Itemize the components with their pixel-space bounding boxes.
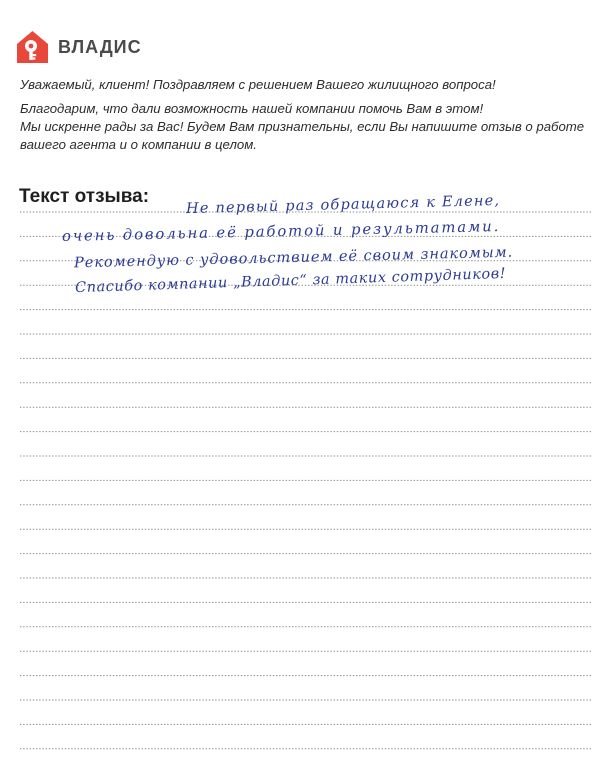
greeting-text: Уважаемый, клиент! Поздравляем с решением Вашего жилищного вопроса! bbox=[20, 77, 496, 92]
review-heading: Текст отзыва: bbox=[19, 186, 150, 207]
intro-line: Мы искренне рады за Вас! Будем Вам признательны, если Вы напишите отзыв о работе bbox=[20, 119, 585, 134]
brand-name: ВЛАДИС bbox=[58, 36, 142, 57]
intro-paragraph bbox=[20, 100, 590, 154]
intro-text bbox=[20, 76, 590, 154]
intro-line: вашего агента и о компании в целом. bbox=[20, 137, 257, 152]
handwritten-line: Не первый раз обращаюся к Елене, bbox=[185, 192, 501, 218]
handwritten-line: Рекомендую с удовольствием её своим знакомым. bbox=[73, 243, 514, 272]
brand-logo bbox=[16, 30, 142, 64]
house-key-logo-icon bbox=[16, 30, 49, 64]
intro-line: Благодарим, что дали возможность нашей компании помочь Вам в этом! bbox=[20, 101, 484, 116]
handwritten-line: очень довольна её работой и результатами. bbox=[61, 218, 501, 245]
handwritten-line: Спасибо компании „Владис“ за таких сотрудников! bbox=[74, 265, 507, 297]
